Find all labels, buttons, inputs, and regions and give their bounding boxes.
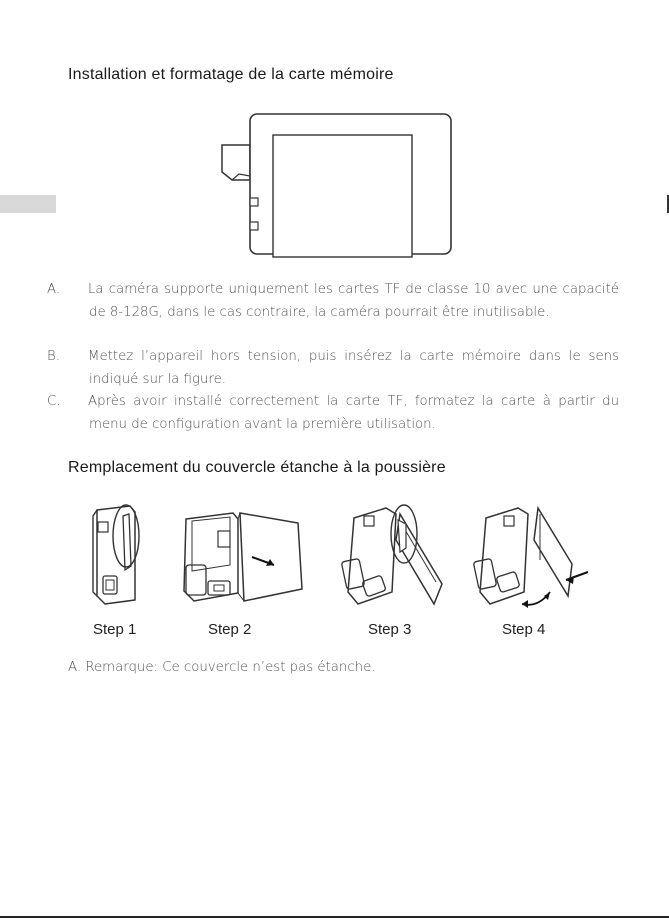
instruction-label: C. <box>47 394 61 409</box>
step-2-label: Step 2 <box>208 621 252 638</box>
camera-screen-shape <box>273 135 412 257</box>
step-2-illustration <box>178 505 308 610</box>
instruction-a <box>47 279 619 324</box>
side-button-shape <box>250 222 258 230</box>
instruction-label: B. <box>47 349 60 364</box>
instruction-text: La caméra supporte uniquement les cartes TF de classe 10 avec une capacité de 8-128G, dans le cas contraire, la caméra pourrait être inutilisable. <box>88 282 619 320</box>
memory-card-illustration <box>215 110 455 260</box>
instruction-c <box>47 391 619 436</box>
instruction-b <box>47 346 619 391</box>
step-4-label: Step 4 <box>502 621 546 638</box>
step-3-illustration <box>338 500 448 610</box>
step-4-illustration <box>470 500 590 612</box>
section-title-dust-cover: Remplacement du couvercle étanche à la poussière <box>68 459 446 476</box>
step-1-illustration <box>85 500 155 610</box>
instruction-text: Après avoir installé correctement la carte TF, formatez la carte à partir du menu de configuration avant la première utilisation. <box>88 394 619 432</box>
page-bottom-rule <box>0 916 669 918</box>
instruction-label: A. <box>47 282 61 297</box>
remark-note: A. Remarque: Ce couvercle n’est pas étanche. <box>68 660 376 675</box>
instruction-text: Mettez l’appareil hors tension, puis insérez la carte mémoire dans le sens indiqué sur la figure. <box>88 349 619 387</box>
side-button-shape <box>250 198 258 206</box>
step-1-label: Step 1 <box>93 621 137 638</box>
section-title-memory-card: Installation et formatage de la carte mémoire <box>68 66 394 83</box>
step-3-label: Step 3 <box>368 621 412 638</box>
page-side-tab <box>0 195 56 213</box>
